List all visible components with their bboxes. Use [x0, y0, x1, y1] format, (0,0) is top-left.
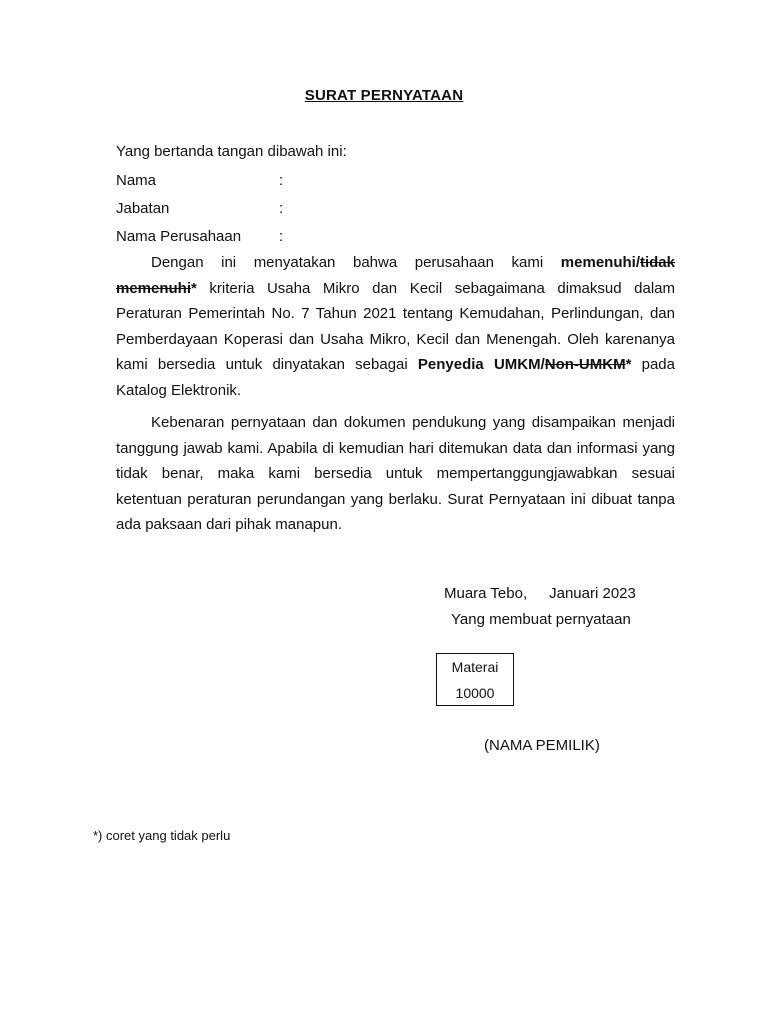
intro-text: Yang bertanda tangan dibawah ini:	[116, 143, 347, 160]
field-label: Jabatan	[116, 200, 170, 217]
asterisk-mark: *	[191, 279, 197, 297]
statement-paragraph	[116, 250, 675, 404]
option-slash: /	[635, 254, 640, 271]
field-label: Nama Perusahaan	[116, 228, 242, 245]
option-non-umkm-struck: Non-UMKM	[544, 356, 626, 374]
responsibility-paragraph: Kebenaran pernyataan dan dokumen pendukung yang disampaikan menjadi tanggung jawab kami. Apabila di kemudian hari ditemukan data dan informasi yang tidak benar, maka kami bersedia untuk mempertanggungjawabkan sesuai ketentuan peraturan perundangan yang berlaku. Surat Pernyataan ini dibuat tanpa ada paksaan dari pihak manapun.	[116, 414, 675, 534]
signature-date: Januari 2023	[549, 585, 636, 602]
asterisk-mark: *	[625, 356, 632, 374]
materai-stamp-box	[436, 653, 514, 706]
signature-maker: Yang membuat pernyataan	[451, 611, 631, 628]
stamp-label: Materai	[451, 659, 499, 675]
stamp-value: 10000	[455, 685, 495, 701]
signature-place: Muara Tebo,	[444, 585, 528, 602]
paragraph-text: kriteria Usaha Mikro dan Kecil sebagaimana dimaksud dalam Peraturan Pemerintah No. 7 Tahun 2021 tentang Kemudahan, Perlindungan, dan Pemberdayaan Koperasi dan Usaha Mikro, Kecil dan Menengah. Oleh karenanya kami bersedia untuk dinyatakan sebagai	[116, 279, 675, 374]
signature-place-date	[444, 585, 636, 602]
field-colon: :	[279, 172, 284, 189]
option-tidak-memenuhi-struck: tidak memenuhi	[116, 254, 675, 297]
paragraph-text: Dengan ini menyatakan bahwa perusahaan kami	[151, 254, 561, 271]
field-label: Nama	[116, 172, 157, 189]
option-slash: /	[540, 356, 545, 374]
footnote: *) coret yang tidak perlu	[93, 828, 231, 843]
field-colon: :	[279, 228, 284, 245]
field-colon: :	[279, 200, 284, 217]
owner-name: (NAMA PEMILIK)	[484, 737, 600, 754]
document-title: SURAT PERNYATAAN	[304, 87, 464, 104]
paragraph-text: pada Katalog Elektronik.	[116, 356, 675, 399]
option-memenuhi: memenuhi	[560, 254, 636, 271]
option-penyedia-umkm: Penyedia UMKM	[417, 356, 541, 374]
